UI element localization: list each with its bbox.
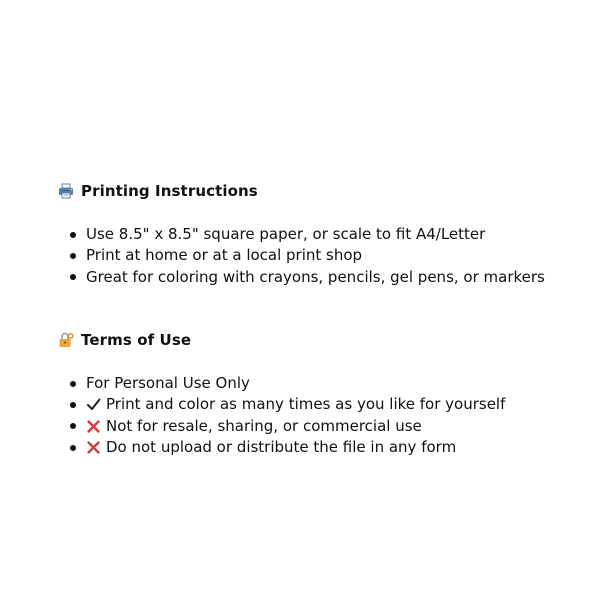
list-item-text: Not for resale, sharing, or commercial use [106, 416, 422, 435]
bullet [70, 232, 76, 238]
printing-instructions-list [58, 224, 578, 288]
bullet [70, 423, 76, 429]
terms-of-use-heading [58, 329, 578, 351]
bullet [70, 381, 76, 387]
bullet [70, 445, 76, 451]
list-item-text: Print and color as many times as you like for yourself [106, 395, 506, 414]
list-item [58, 224, 578, 245]
list-item [58, 416, 578, 437]
bullet [70, 402, 76, 408]
list-item [58, 437, 578, 458]
bullet [70, 253, 76, 259]
list-item [58, 267, 578, 288]
list-item-text: Print at home or at a local print shop [86, 246, 363, 265]
terms-of-use-list [58, 373, 578, 458]
printing-instructions-title: Printing Instructions [81, 182, 258, 200]
cross-mark-icon [86, 440, 101, 455]
list-item-text: Do not upload or distribute the file in any form [106, 437, 457, 456]
terms-of-use-title: Terms of Use [81, 331, 192, 349]
printing-instructions-section [58, 180, 578, 288]
list-item-text: Use 8.5" x 8.5" square paper, or scale to fit A4/Letter [86, 225, 486, 243]
list-item-text: For Personal Use Only [86, 374, 250, 392]
lock-with-key-icon [58, 332, 74, 348]
list-item [58, 373, 578, 394]
printing-instructions-heading [58, 180, 578, 202]
list-item [58, 245, 578, 266]
terms-of-use-section [58, 329, 578, 458]
cross-mark-icon [86, 419, 101, 434]
check-mark-icon [86, 397, 101, 412]
bullet [70, 274, 76, 280]
printer-icon [58, 183, 74, 199]
list-item-text: Great for coloring with crayons, pencils, gel pens, or markers [86, 267, 545, 286]
list-item [58, 394, 578, 415]
